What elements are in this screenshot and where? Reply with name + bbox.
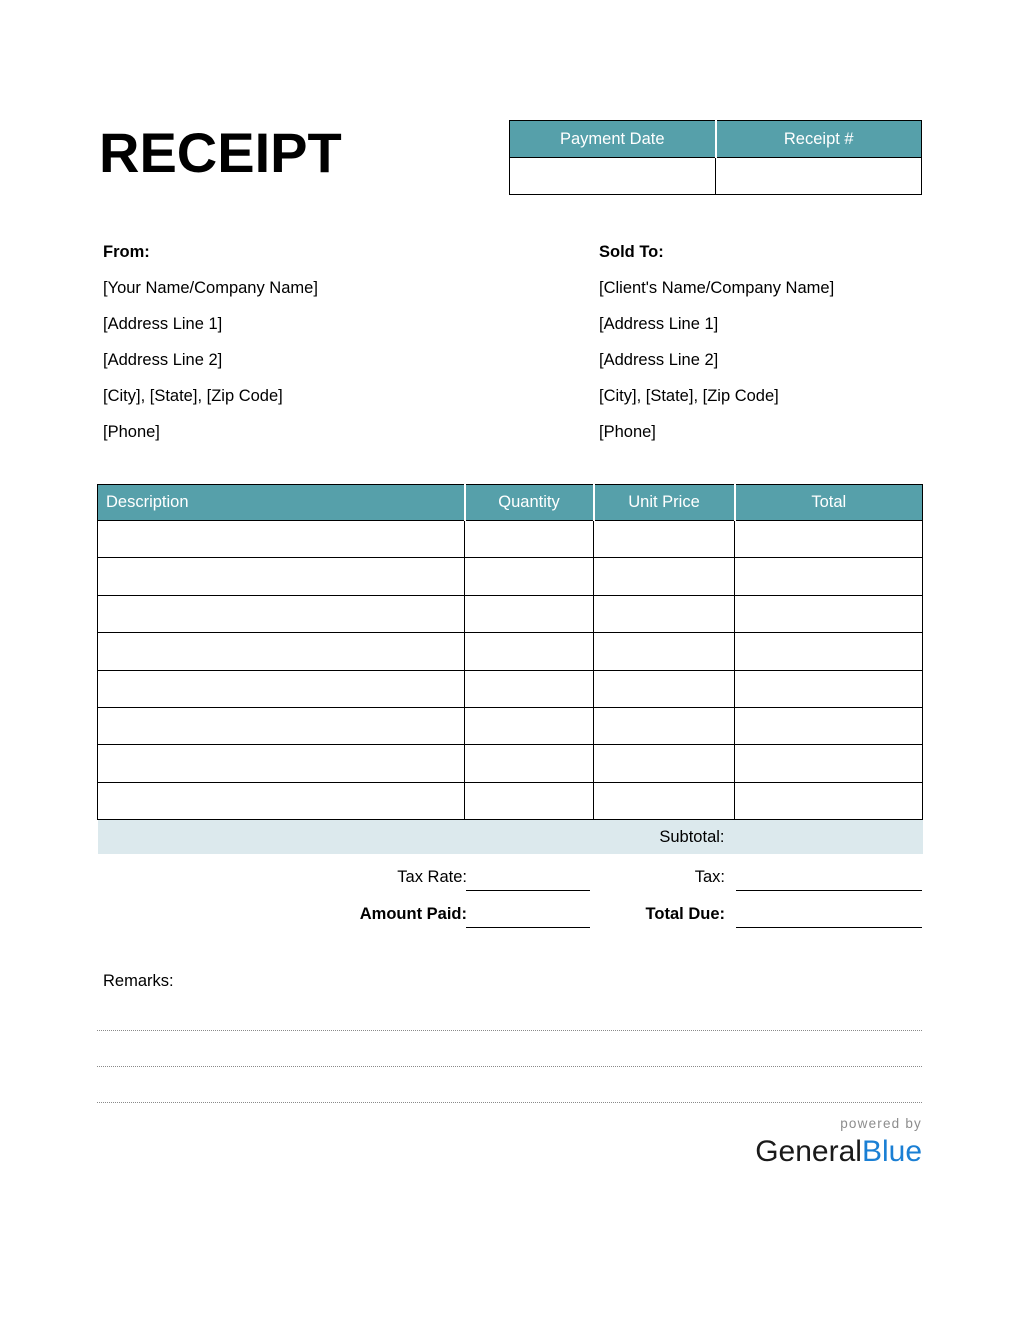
cell-total[interactable] xyxy=(735,558,923,595)
table-row xyxy=(98,558,923,595)
generalblue-logo xyxy=(755,1117,922,1169)
from-line-name[interactable]: [Your Name/Company Name] xyxy=(103,279,318,297)
payment-value-row xyxy=(510,158,922,195)
from-line-phone[interactable]: [Phone] xyxy=(103,423,160,441)
tax-label: Tax: xyxy=(694,868,725,886)
cell-total[interactable] xyxy=(735,707,923,744)
table-row xyxy=(98,633,923,670)
cell-total[interactable] xyxy=(735,521,923,558)
cell-unit-price[interactable] xyxy=(594,745,735,782)
tax-rate-input[interactable] xyxy=(466,890,590,891)
subtotal-row xyxy=(98,820,923,855)
table-row xyxy=(98,521,923,558)
sold-to-block xyxy=(599,234,834,450)
brand-general-text: General xyxy=(755,1134,862,1168)
cell-quantity[interactable] xyxy=(465,595,594,632)
column-header-description: Description xyxy=(98,485,465,521)
cell-quantity[interactable] xyxy=(465,558,594,595)
cell-description[interactable] xyxy=(98,558,465,595)
sold-to-line-phone[interactable]: [Phone] xyxy=(599,423,656,441)
remarks-label: Remarks: xyxy=(103,972,174,990)
cell-unit-price[interactable] xyxy=(594,558,735,595)
receipt-number-field[interactable] xyxy=(716,158,922,195)
total-due-input[interactable] xyxy=(736,927,922,928)
cell-quantity[interactable] xyxy=(465,633,594,670)
cell-total[interactable] xyxy=(735,670,923,707)
subtotal-label: Subtotal: xyxy=(98,820,735,855)
items-table xyxy=(97,484,923,854)
table-row xyxy=(98,670,923,707)
cell-unit-price[interactable] xyxy=(594,633,735,670)
sold-to-line-name[interactable]: [Client's Name/Company Name] xyxy=(599,279,835,297)
from-heading: From: xyxy=(103,243,150,261)
cell-total[interactable] xyxy=(735,595,923,632)
page-title: RECEIPT xyxy=(99,121,342,184)
cell-description[interactable] xyxy=(98,707,465,744)
cell-unit-price[interactable] xyxy=(594,595,735,632)
amount-paid-label: Amount Paid: xyxy=(359,905,467,923)
cell-total[interactable] xyxy=(735,633,923,670)
sold-to-heading: Sold To: xyxy=(599,243,664,261)
brand-blue-text: Blue xyxy=(861,1134,922,1168)
cell-description[interactable] xyxy=(98,670,465,707)
payment-date-header: Payment Date xyxy=(510,121,716,158)
payment-header-table xyxy=(509,120,922,195)
subtotal-value[interactable] xyxy=(735,820,923,855)
items-header-row xyxy=(98,485,923,521)
table-row xyxy=(98,782,923,819)
cell-quantity[interactable] xyxy=(465,707,594,744)
cell-description[interactable] xyxy=(98,521,465,558)
table-row xyxy=(98,595,923,632)
cell-description[interactable] xyxy=(98,595,465,632)
cell-total[interactable] xyxy=(735,745,923,782)
cell-description[interactable] xyxy=(98,782,465,819)
cell-quantity[interactable] xyxy=(465,782,594,819)
receipt-number-header: Receipt # xyxy=(716,121,922,158)
cell-unit-price[interactable] xyxy=(594,707,735,744)
sold-to-line-city-state-zip[interactable]: [City], [State], [Zip Code] xyxy=(599,387,779,405)
cell-unit-price[interactable] xyxy=(594,521,735,558)
table-row xyxy=(98,745,923,782)
sold-to-line-address-1[interactable]: [Address Line 1] xyxy=(599,315,719,333)
from-line-city-state-zip[interactable]: [City], [State], [Zip Code] xyxy=(103,387,283,405)
tax-rate-label: Tax Rate: xyxy=(397,868,467,886)
powered-by-label: powered by xyxy=(840,1116,922,1131)
cell-description[interactable] xyxy=(98,633,465,670)
cell-quantity[interactable] xyxy=(465,670,594,707)
cell-description[interactable] xyxy=(98,745,465,782)
column-header-quantity: Quantity xyxy=(465,485,594,521)
amount-paid-input[interactable] xyxy=(466,927,590,928)
remarks-line-3[interactable] xyxy=(97,1102,922,1103)
table-row xyxy=(98,707,923,744)
column-header-total: Total xyxy=(735,485,923,521)
sold-to-line-address-2[interactable]: [Address Line 2] xyxy=(599,351,719,369)
remarks-line-2[interactable] xyxy=(97,1066,922,1067)
tax-input[interactable] xyxy=(736,890,922,891)
from-block xyxy=(103,234,318,450)
payment-date-field[interactable] xyxy=(510,158,716,195)
cell-unit-price[interactable] xyxy=(594,670,735,707)
cell-total[interactable] xyxy=(735,782,923,819)
brand-wordmark xyxy=(755,1135,922,1169)
totals-block xyxy=(97,864,922,930)
total-due-label: Total Due: xyxy=(645,905,725,923)
cell-quantity[interactable] xyxy=(465,521,594,558)
from-line-address-1[interactable]: [Address Line 1] xyxy=(103,315,223,333)
cell-unit-price[interactable] xyxy=(594,782,735,819)
from-line-address-2[interactable]: [Address Line 2] xyxy=(103,351,223,369)
column-header-unit-price: Unit Price xyxy=(594,485,735,521)
cell-quantity[interactable] xyxy=(465,745,594,782)
remarks-line-1[interactable] xyxy=(97,1030,922,1031)
payment-header-row xyxy=(510,121,922,158)
